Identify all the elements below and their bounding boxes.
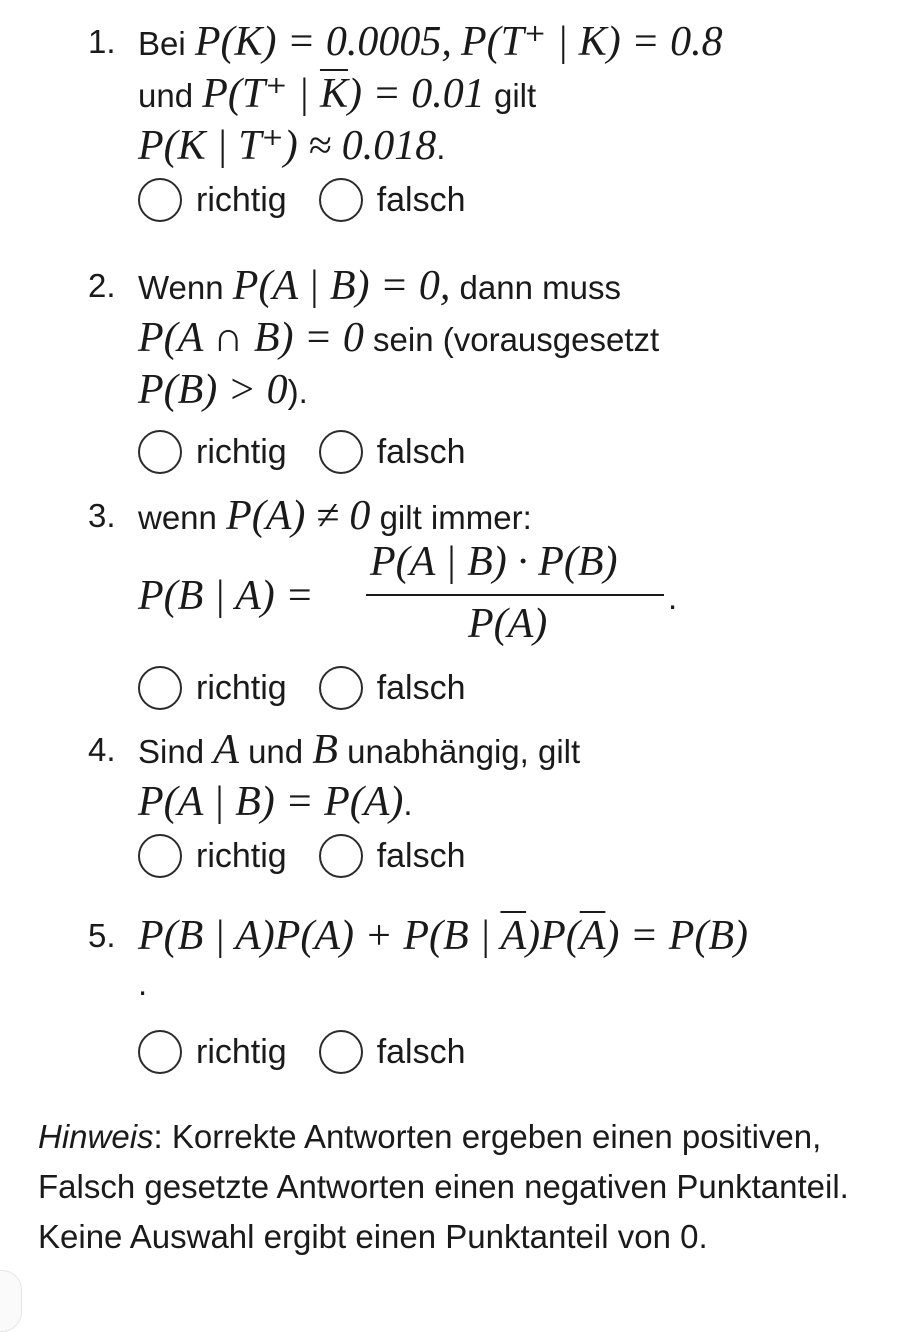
option-richtig[interactable]: richtig [138,666,287,710]
radio-falsch[interactable] [319,178,363,222]
answer-options [138,172,886,228]
radio-richtig[interactable] [138,666,182,710]
option-richtig[interactable]: richtig [138,834,287,878]
hint-body: : Korrekte Antworten ergeben einen positiven, Falsch gesetzte Antworten einen negativen Punktanteil. Keine Auswahl ergibt einen Punktanteil von 0. [38,1118,849,1255]
hint-text [38,1112,878,1262]
question-number: 3. [88,497,116,534]
question-number: 2. [88,267,116,304]
radio-richtig[interactable] [138,430,182,474]
question-number: 5. [88,917,116,954]
question-text: Bei P(K) = 0.0005, P(T⁺ | K) = 0.8 [138,19,723,65]
page-edge [0,1270,22,1332]
option-falsch[interactable]: falsch [319,834,466,878]
question-text: Sind A und B unabhängig, gilt [138,727,581,773]
option-richtig[interactable]: richtig [138,1030,287,1074]
option-richtig[interactable]: richtig [138,430,287,474]
question-text: P(B | A)P(A) + P(B | $\overline{A})P(\overline{A}) = P(B)$ [138,913,749,959]
radio-falsch[interactable] [319,430,363,474]
fraction-formula: P(B | A) = P(A | B) · P(B) P(A) . [138,539,678,647]
question-number: 4. [88,731,116,768]
radio-falsch[interactable] [319,1030,363,1074]
answer-options [138,1024,886,1080]
option-falsch[interactable]: falsch [319,430,466,474]
fraction-bar [366,594,664,596]
question-text: wenn P(A) ≠ 0 gilt immer: [138,493,532,539]
radio-richtig[interactable] [138,178,182,222]
radio-richtig[interactable] [138,1030,182,1074]
question-number: 1. [88,23,116,60]
answer-options [138,828,886,884]
radio-falsch[interactable] [319,666,363,710]
option-falsch[interactable]: falsch [319,178,466,222]
option-falsch[interactable]: falsch [319,666,466,710]
hint-label: Hinweis [38,1118,154,1155]
question-text: Wenn P(A | B) = 0, dann muss [138,263,621,309]
answer-options [138,424,886,480]
option-falsch[interactable]: falsch [319,1030,466,1074]
radio-falsch[interactable] [319,834,363,878]
radio-richtig[interactable] [138,834,182,878]
option-richtig[interactable]: richtig [138,178,287,222]
answer-options [138,660,886,716]
